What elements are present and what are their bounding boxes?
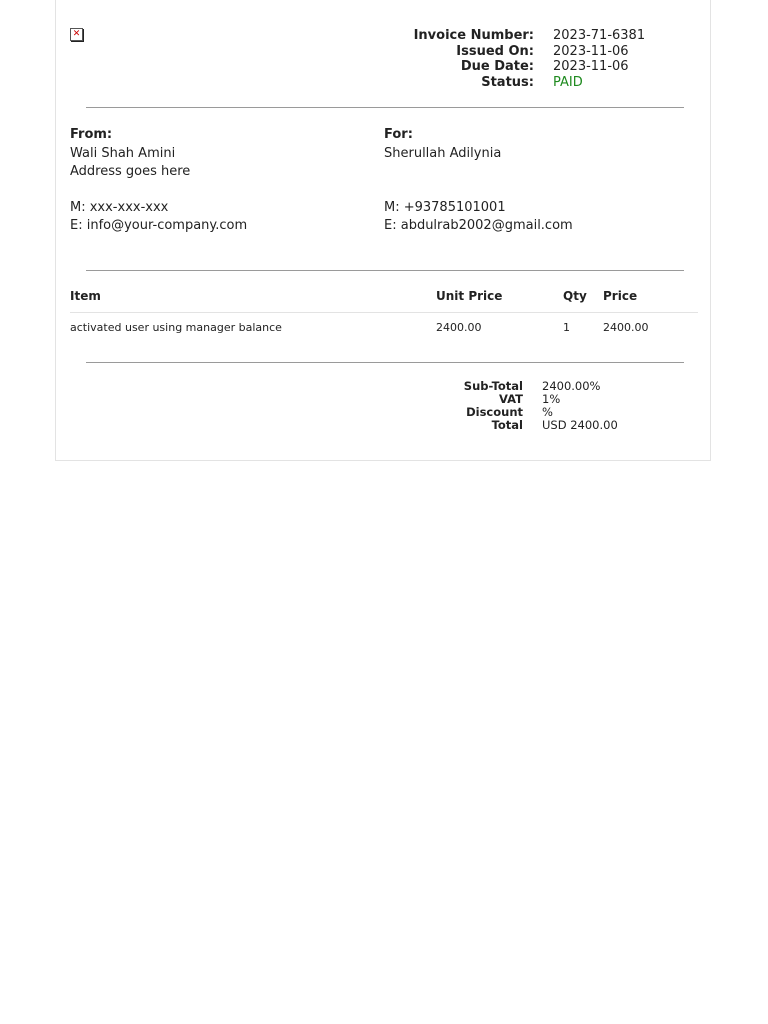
table-row (70, 313, 698, 343)
items-header-row (70, 282, 698, 313)
for-mobile: M: +93785101001 (384, 199, 506, 215)
due-date: 2023-11-06 (553, 59, 629, 74)
discount-row (356, 406, 696, 419)
invoice-number: 2023-71-6381 (553, 28, 646, 43)
from-section (70, 126, 370, 236)
broken-image-icon: ✕ (70, 28, 83, 41)
for-email: E: abdulrab2002@gmail.com (384, 218, 573, 233)
discount-label: Discount (466, 405, 523, 419)
for-name: Sherullah Adilynia (384, 145, 502, 161)
invoice-number-row (356, 28, 696, 44)
subtotal-label: Sub-Total (463, 379, 523, 393)
total-label: Total (491, 418, 523, 432)
issued-on-label: Issued On: (456, 43, 534, 59)
item-description: activated user using manager balance (70, 321, 282, 334)
issued-on: 2023-11-06 (553, 43, 629, 59)
divider (86, 270, 684, 271)
invoice-number-label: Invoice Number: (413, 28, 534, 43)
item-qty: 1 (563, 321, 570, 334)
status-badge: PAID (553, 74, 583, 90)
total-value: USD 2400.00 (542, 418, 618, 432)
header-qty: Qty (563, 289, 587, 303)
items-table (70, 282, 698, 343)
due-date-label: Due Date: (460, 59, 534, 74)
item-unit-price: 2400.00 (436, 321, 482, 334)
status-label: Status: (481, 74, 534, 90)
invoice (55, 0, 711, 461)
from-heading: From: (70, 127, 113, 142)
discount-value: % (542, 405, 553, 419)
item-price: 2400.00 (603, 321, 649, 334)
total-row (356, 419, 696, 432)
header-unit-price: Unit Price (436, 289, 503, 303)
divider (86, 107, 684, 108)
status-row (356, 75, 696, 91)
for-section (384, 126, 694, 236)
due-date-row (356, 59, 696, 75)
from-name: Wali Shah Amini (70, 145, 176, 161)
totals (356, 380, 696, 432)
subtotal-value: 2400.00% (542, 379, 601, 393)
vat-value: 1% (542, 392, 561, 406)
for-heading: For: (384, 127, 413, 142)
issued-on-row (356, 44, 696, 60)
from-email: E: info@your-company.com (70, 218, 248, 233)
vat-label: VAT (499, 392, 523, 406)
header-price: Price (603, 289, 638, 303)
from-mobile: M: xxx-xxx-xxx (70, 199, 169, 215)
from-address: Address goes here (70, 164, 191, 179)
invoice-meta (356, 28, 696, 90)
header-item: Item (70, 289, 101, 303)
vat-row (356, 393, 696, 406)
subtotal-row (356, 380, 696, 393)
divider (86, 362, 684, 363)
